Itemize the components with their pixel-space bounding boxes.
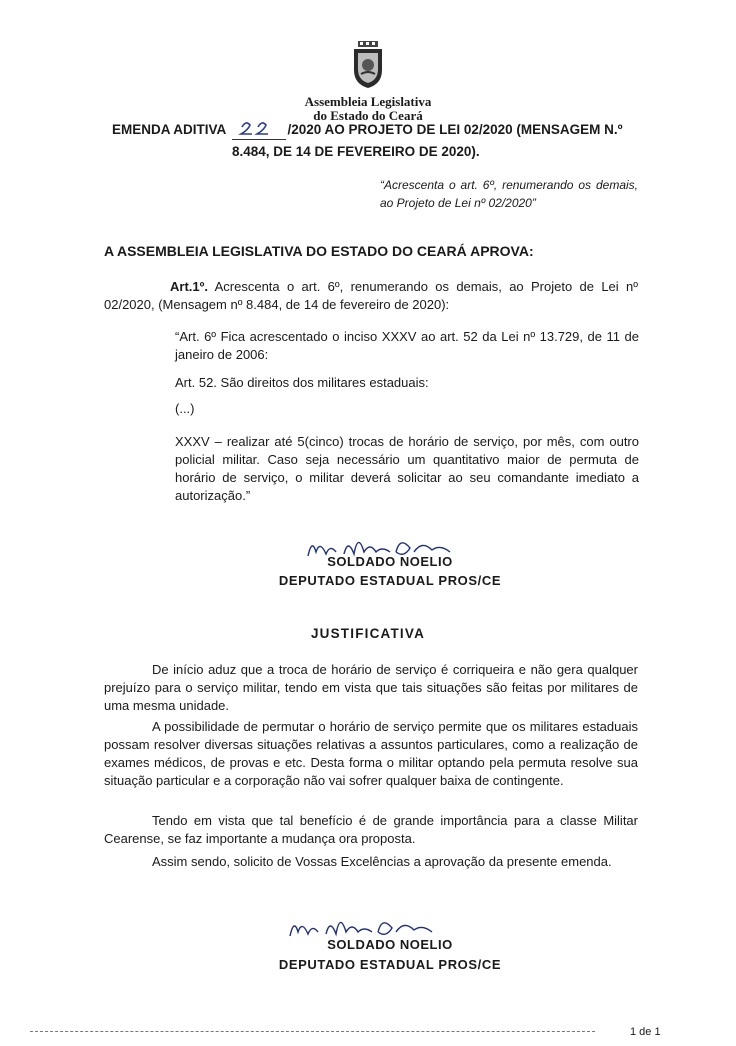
signatory-role-1: DEPUTADO ESTADUAL PROS/CE xyxy=(278,573,502,588)
enacting-clause: A ASSEMBLEIA LEGISLATIVA DO ESTADO DO CEARÁ APROVA: xyxy=(104,243,534,259)
justificativa-paragraph-2: A possibilidade de permutar o horário de serviço permite que os militares estaduais possam resolver diversas situações relativas a assuntos particulares, como a realização de exames médicos, de provas e etc. Desta forma o militar optando pela permuta resolve sua situação particular e a corporação não vai sofrer qualquer baixa de contingente. xyxy=(104,719,638,788)
amendment-title-suffix: /2020 AO PROJETO DE LEI 02/2020 (MENSAGEM N.º xyxy=(287,122,623,137)
signatory-name-2: SOLDADO NOELIO xyxy=(327,937,453,952)
org-name-line2: do Estado do Ceará xyxy=(313,108,423,123)
amendment-title-line1 xyxy=(112,120,623,140)
article-1 xyxy=(104,278,638,314)
quoted-paragraph-2: Art. 52. São direitos dos militares estaduais: xyxy=(175,375,429,390)
handwritten-number-drawing xyxy=(232,119,286,137)
quoted-paragraph-1: “Art. 6º Fica acrescentado o inciso XXXV ao art. 52 da Lei nº 13.729, de 11 de janeiro de 2006: xyxy=(175,329,639,362)
amendment-title-prefix: EMENDA ADITIVA xyxy=(112,122,226,137)
quoted-paragraph-3: (...) xyxy=(175,401,195,416)
handwritten-amendment-number xyxy=(232,123,286,140)
quoted-paragraph-4: XXXV – realizar até 5(cinco) trocas de horário de serviço, por mês, com outro policial militar. Caso seja necessário um quantitativo maior de permuta de horário de serviço, o militar deverá solicitar ao seu comandante imediato a autorização.” xyxy=(175,434,639,503)
footer-divider xyxy=(30,1031,595,1032)
signatory-name-1: SOLDADO NOELIO xyxy=(327,554,453,569)
amendment-title-line2: 8.484, DE 14 DE FEVEREIRO DE 2020). xyxy=(232,144,480,159)
article-1-text: Acrescenta o art. 6º, renumerando os demais, ao Projeto de Lei nº 02/2020, (Mensagem nº 8.484, de 14 de fevereiro de 2020): xyxy=(104,279,638,312)
justificativa-paragraph-1: De início aduz que a troca de horário de serviço é corriqueira e não gera qualquer prejuízo para o serviço militar, tendo em vista que tais situações são feitas por militares de uma mesma unidade. xyxy=(104,662,638,713)
org-name-line1: Assembleia Legislativa xyxy=(304,94,432,109)
justificativa-heading: JUSTIFICATIVA xyxy=(310,626,426,641)
article-1-label: Art.1º. xyxy=(170,279,208,294)
signatory-role-2: DEPUTADO ESTADUAL PROS/CE xyxy=(278,957,502,972)
ceara-coat-of-arms-icon xyxy=(350,40,386,90)
page-number: 1 de 1 xyxy=(630,1026,661,1038)
ementa: “Acrescenta o art. 6º, renumerando os demais, ao Projeto de Lei nº 02/2020” xyxy=(380,178,638,210)
justificativa-paragraph-4: Assim sendo, solicito de Vossas Excelências a aprovação da presente emenda. xyxy=(152,854,612,869)
justificativa-paragraph-3: Tendo em vista que tal benefício é de grande importância para a classe Militar Cearense, se faz importante a mudança ora proposta. xyxy=(104,813,638,846)
